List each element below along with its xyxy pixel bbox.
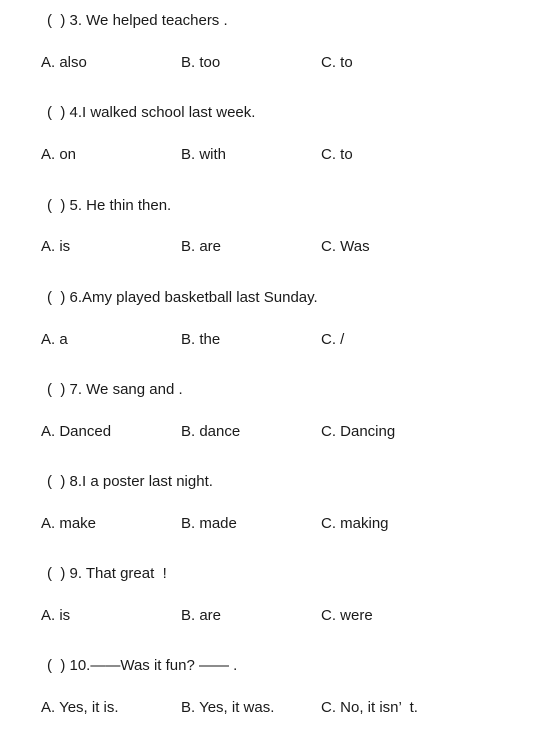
question-5: ( ) 5. He thin then. <box>47 197 172 214</box>
option-a: A. Yes, it is. <box>41 699 119 716</box>
option-a: A. is <box>41 238 71 255</box>
option-c: C. / <box>321 331 345 348</box>
question-3: ( ) 3. We helped teachers . <box>47 12 228 29</box>
question-10: ( ) 10.——Was it fun? —— . <box>47 657 238 674</box>
option-b: B. made <box>181 515 237 532</box>
question-8-options <box>41 515 521 533</box>
option-b: B. the <box>181 331 221 348</box>
option-a: A. a <box>41 331 68 348</box>
option-b: B. are <box>181 607 222 624</box>
question-9-options <box>41 607 521 625</box>
question-10-options <box>41 699 521 717</box>
option-a: A. Danced <box>41 423 112 440</box>
option-c: C. No, it isn’ t. <box>321 699 418 716</box>
option-c: C. to <box>321 54 353 71</box>
question-4-options <box>41 146 521 164</box>
question-3-options <box>41 54 521 72</box>
option-a: A. is <box>41 607 71 624</box>
question-9: ( ) 9. That great ! <box>47 565 167 582</box>
option-a: A. on <box>41 146 77 163</box>
option-c: C. were <box>321 607 373 624</box>
option-a: A. also <box>41 54 87 71</box>
question-7: ( ) 7. We sang and . <box>47 381 183 398</box>
question-5-options <box>41 238 521 256</box>
option-b: B. with <box>181 146 227 163</box>
option-c: C. making <box>321 515 389 532</box>
question-8: ( ) 8.I a poster last night. <box>47 473 213 490</box>
option-c: C. Was <box>321 238 370 255</box>
question-6-options <box>41 331 521 349</box>
option-a: A. make <box>41 515 97 532</box>
option-b: B. Yes, it was. <box>181 699 275 716</box>
option-c: C. to <box>321 146 353 163</box>
question-6: ( ) 6.Amy played basketball last Sunday. <box>47 289 318 306</box>
option-b: B. are <box>181 238 222 255</box>
option-c: C. Dancing <box>321 423 396 440</box>
option-b: B. dance <box>181 423 241 440</box>
question-7-options <box>41 423 521 441</box>
question-4: ( ) 4.I walked school last week. <box>47 104 256 121</box>
option-b: B. too <box>181 54 221 71</box>
